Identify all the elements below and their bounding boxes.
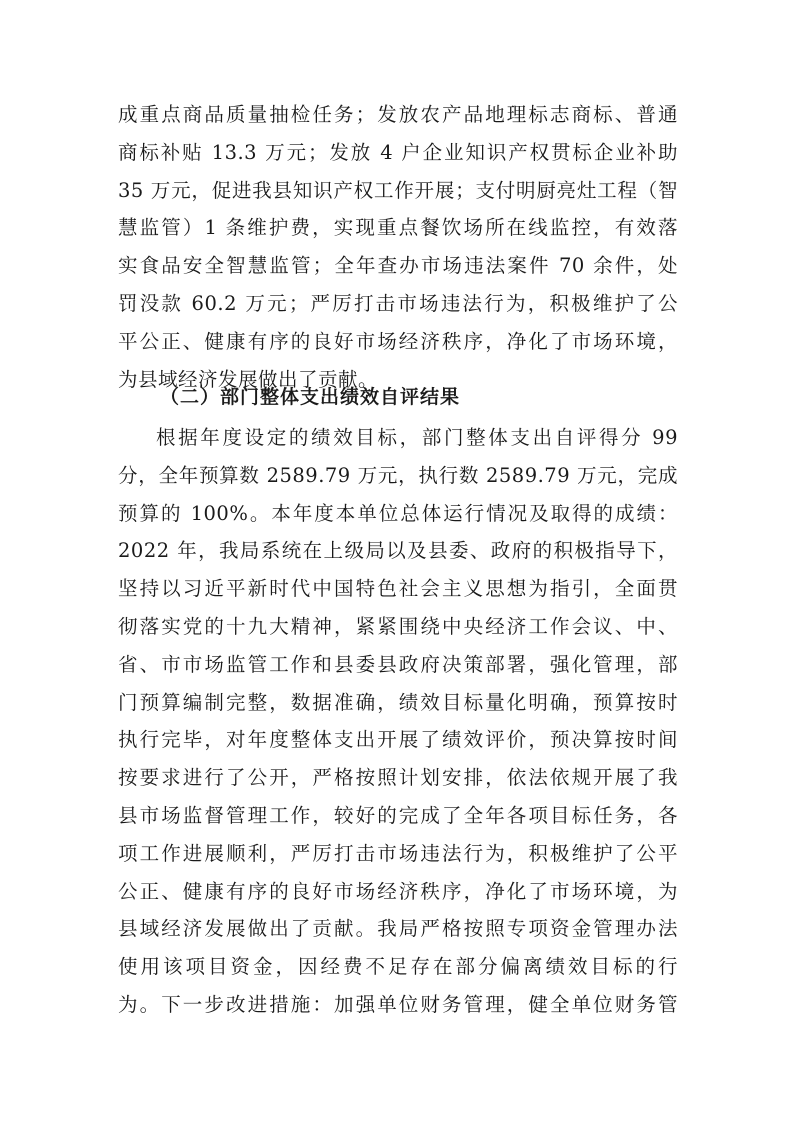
paragraph-line: 为。下一步改进措施：加强单位财务管理，健全单位财务管 xyxy=(118,992,678,1016)
paragraph-line: 预算的 100%。本年度本单位总体运行情况及取得的成绩： xyxy=(118,501,678,525)
paragraph-line: 成重点商品质量抽检任务；发放农产品地理标志商标、普通 xyxy=(118,103,678,126)
paragraph-line: 县市场监督管理工作，较好的完成了全年各项目标任务，各 xyxy=(118,803,678,827)
paragraph-2 xyxy=(118,419,678,1024)
paragraph-line: 项工作进展顺利，严厉打击市场违法行为，积极维护了公平 xyxy=(118,841,678,865)
paragraph-line: 门预算编制完整，数据准确，绩效目标量化明确，预算按时 xyxy=(118,690,678,714)
paragraph-line: 公正、健康有序的良好市场经济秩序，净化了市场环境，为 xyxy=(118,879,678,903)
paragraph-line: 35 万元，促进我县知识产权工作开展；支付明厨亮灶工程（智 xyxy=(118,178,678,202)
paragraph-line: 县域经济发展做出了贡献。我局严格按照专项资金管理办法 xyxy=(118,917,678,941)
paragraph-line: 2022 年，我局系统在上级局以及县委、政府的积极指导下， xyxy=(118,539,678,563)
paragraph-line: 平公正、健康有序的良好市场经济秩序，净化了市场环境， xyxy=(118,329,678,353)
paragraph-line: 实食品安全智慧监管；全年查办市场违法案件 70 余件，处 xyxy=(118,254,678,278)
paragraph-line: 省、市市场监管工作和县委县政府决策部署，强化管理，部 xyxy=(118,652,678,676)
paragraph-line: 使用该项目资金，因经费不足存在部分偏离绩效目标的行 xyxy=(118,955,678,979)
paragraph-line: 根据年度设定的绩效目标，部门整体支出自评得分 99 xyxy=(156,426,678,449)
paragraph-line: 执行完毕，对年度整体支出开展了绩效评价，预决算按时间 xyxy=(118,728,678,752)
paragraph-line: 为县域经济发展做出了贡献。 xyxy=(118,367,379,391)
section-heading: （二）部门整体支出绩效自评结果 xyxy=(160,386,461,408)
paragraph-1 xyxy=(118,96,678,398)
paragraph-line: 坚持以习近平新时代中国特色社会主义思想为指引，全面贯 xyxy=(118,577,678,601)
paragraph-line: 彻落实党的十九大精神，紧紧围绕中央经济工作会议、中、 xyxy=(118,614,678,638)
paragraph-line: 分，全年预算数 2589.79 万元，执行数 2589.79 万元，完成 xyxy=(118,463,678,487)
paragraph-line: 慧监管）1 条维护费，实现重点餐饮场所在线监控，有效落 xyxy=(118,216,678,240)
paragraph-line: 按要求进行了公开，严格按照计划安排，依法依规开展了我 xyxy=(118,766,678,790)
paragraph-line: 罚没款 60.2 万元；严厉打击市场违法行为，积极维护了公 xyxy=(118,291,678,315)
paragraph-line: 商标补贴 13.3 万元；发放 4 户企业知识产权贯标企业补助 xyxy=(118,140,678,164)
